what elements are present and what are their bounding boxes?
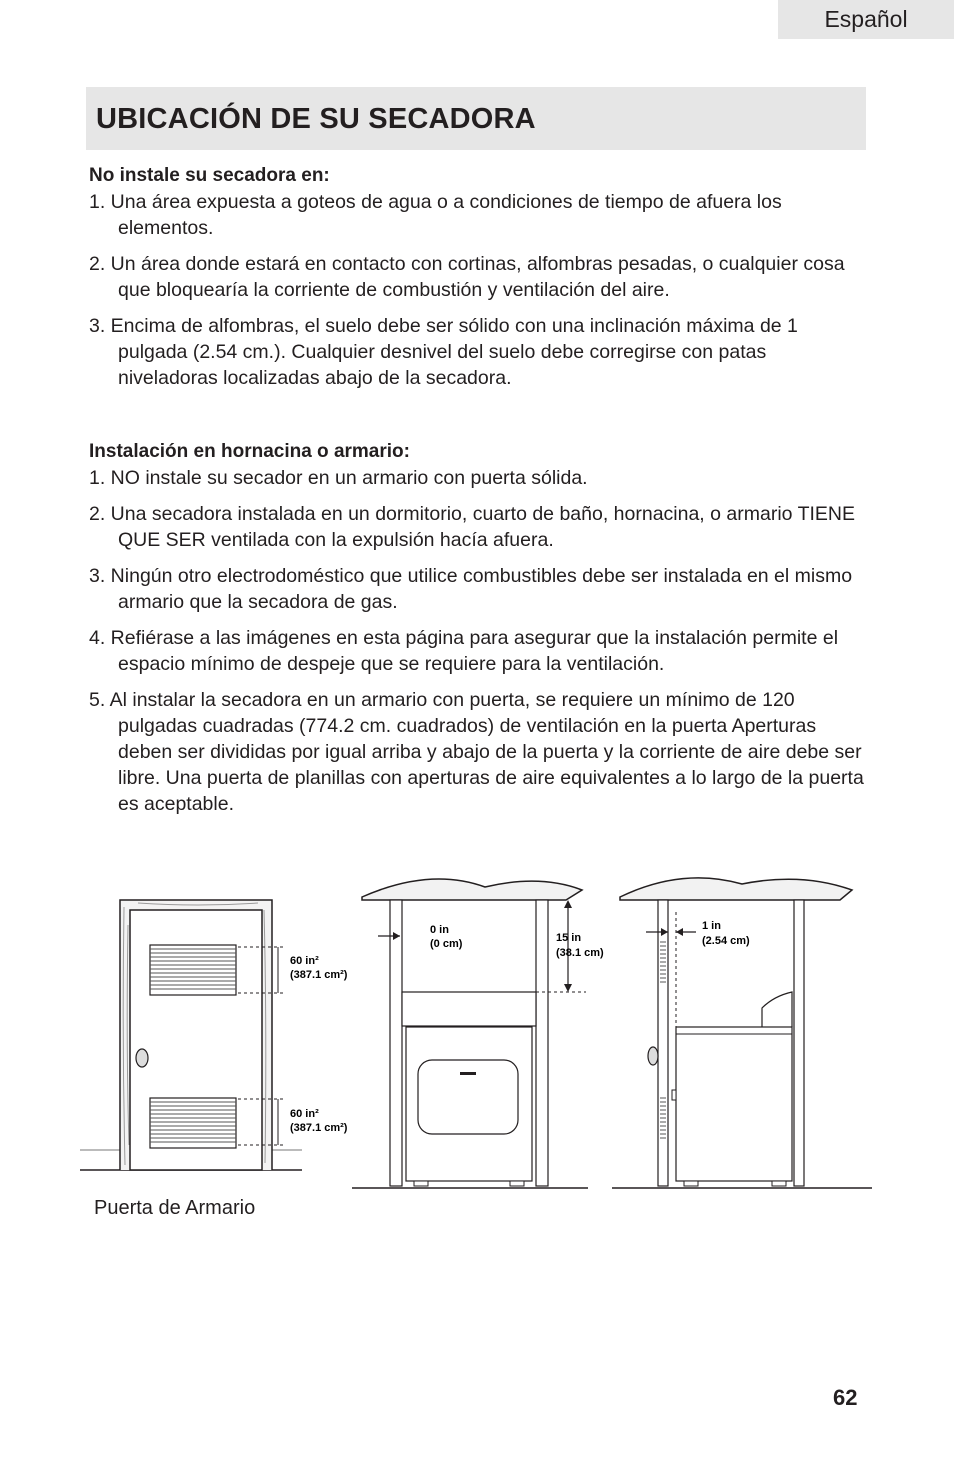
alcove-install-section (89, 439, 865, 827)
do-not-install-list (89, 189, 865, 391)
do-not-install-section (89, 163, 865, 401)
alcove-install-heading: Instalación en hornacina o armario: (89, 441, 410, 462)
title-bar (86, 87, 866, 150)
rear-clearance-arrow (646, 928, 696, 936)
language-tab: Español (778, 0, 954, 39)
back-wall (794, 900, 804, 1186)
lower-vent-area-label: 60 in² (290, 1108, 319, 1120)
right-wall (536, 900, 548, 1186)
front-view-diagram (350, 872, 604, 1192)
list-item: 2. Una secadora instalada en un dormitorio, cuarto de baño, hornacina, o armario TIENE QUE SER ventilada con la expulsión hacía afuera. (89, 503, 855, 551)
upper-vent-grille (150, 945, 236, 995)
list-item: 2. Un área donde estará en contacto con cortinas, alfombras pesadas, o cualquier cosa que bloquearía la corriente de combustión y ventilación del aire. (89, 253, 845, 301)
page-number: 62 (833, 1385, 858, 1410)
dryer-side (672, 992, 792, 1186)
cabinet-top (362, 879, 582, 900)
list-item: 1. NO instale su secador en un armario con puerta sólida. (89, 467, 588, 489)
list-item: 3. Ningún otro electrodoméstico que utilice combustibles debe ser instalada en el mismo armario que la secadora de gas. (89, 565, 853, 613)
do-not-install-heading: No instale su secadora en: (89, 165, 330, 186)
dryer-front (402, 992, 536, 1186)
top-clearance-arrow (564, 900, 572, 992)
page-title: UBICACIÓN DE SU SECADORA (96, 103, 536, 135)
list-item: 4. Refiérase a las imágenes en esta página para asegurar que la instalación permite el espacio mínimo de despeje que se requiere para la ventilación. (89, 627, 839, 675)
door-diagram-caption: Puerta de Armario (94, 1197, 256, 1219)
upper-vent-metric-label: (387.1 cm²) (290, 969, 348, 981)
alcove-install-list (89, 465, 865, 817)
rear-clearance-metric-label: (2.54 cm) (702, 935, 750, 947)
lower-vent-grille (150, 1098, 236, 1148)
list-item: 3. Encima de alfombras, el suelo debe ser sólido con una inclinación máxima de 1 pulgada (2.54 cm.). Cualquier desnivel del suelo debe corregirse con patas niveladoras localizadas abajo de la secadora. (89, 315, 798, 389)
door-edge (658, 900, 668, 1186)
lower-vent-metric-label: (387.1 cm²) (290, 1122, 348, 1134)
top-clearance-metric-label: (38.1 cm) (556, 947, 604, 959)
door-knob (648, 1047, 658, 1065)
closet-door-diagram (78, 895, 348, 1195)
side-view-diagram (612, 872, 874, 1192)
rear-clearance-label: 1 in (702, 920, 721, 932)
left-wall (390, 900, 402, 1186)
top-clearance-label: 15 in (556, 932, 582, 944)
list-item: 5. Al instalar la secadora en un armario con puerta, se requiere un mínimo de 120 pulgadas cuadradas (774.2 cm. cuadrados) de ventilación en la puerta Aperturas deben ser divididas por igual arriba y abajo de la puerta y la corriente de aire debe ser libre. Una puerta de planillas con aperturas de aire equivalentes a lo largo de la puerta es aceptable. (89, 689, 864, 815)
upper-vent-area-label: 60 in² (290, 955, 319, 967)
dryer-door (418, 1060, 518, 1134)
cabinet-top (620, 878, 852, 900)
list-item: 1. Una área expuesta a goteos de agua o a condiciones de tiempo de afuera los elementos. (89, 191, 782, 239)
door-knob (136, 1049, 148, 1067)
side-clearance-label: 0 in (430, 924, 449, 936)
side-clearance-metric-label: (0 cm) (430, 938, 463, 950)
